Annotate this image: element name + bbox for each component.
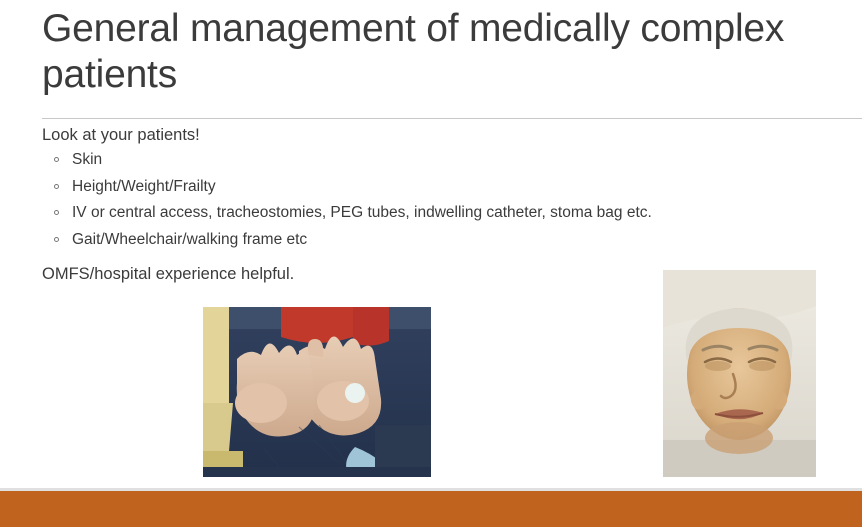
photo-hands [203, 307, 431, 477]
bullet-list [42, 152, 842, 247]
lead-text: Look at your patients! [42, 126, 200, 144]
list-item [54, 179, 842, 195]
bullet-dot-icon [54, 157, 59, 162]
list-item-label: Height/Weight/Frailty [72, 177, 216, 195]
list-item [54, 232, 842, 248]
slide-body [42, 124, 842, 284]
list-item [54, 152, 842, 168]
list-item-label: IV or central access, tracheostomies, PEG tubes, indwelling catheter, stoma bag etc. [72, 204, 652, 222]
list-item-label: Gait/Wheelchair/walking frame etc [72, 230, 308, 248]
bullet-dot-icon [54, 184, 59, 189]
bullet-dot-icon [54, 210, 59, 215]
photo-face [663, 270, 816, 477]
bottom-accent-bar [0, 491, 862, 527]
note-text: OMFS/hospital experience helpful. [42, 265, 295, 284]
bullet-dot-icon [54, 237, 59, 242]
page-title: General management of medically complex patients [42, 7, 785, 97]
title-divider [42, 118, 862, 119]
list-item-label: Skin [72, 151, 103, 169]
list-item [54, 205, 842, 221]
